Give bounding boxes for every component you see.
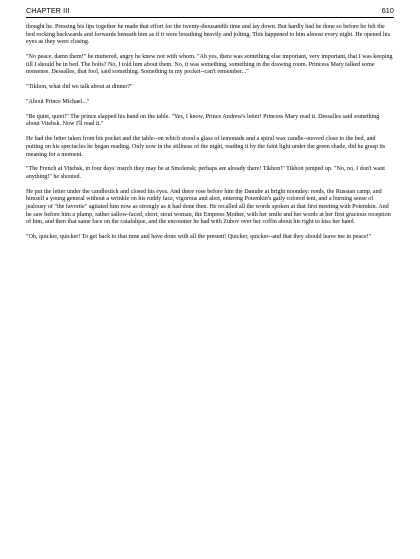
body-text <box>26 24 394 242</box>
paragraph: "Oh, quicker, quicker! To get back to that time and have done with all the present! Quicker, quicker--and that they should leave me in peace!" <box>26 234 372 241</box>
document-page <box>26 6 394 249</box>
header-rule <box>26 17 394 18</box>
paragraph: "Be quiet, quiet!" The prince slapped his hand on the table. "Yes, I know, Prince Andrew's letter! Princess Mary read it. Dessalles said something about Vitebsk. Now I'll read it." <box>26 113 380 128</box>
chapter-title: CHAPTER III <box>26 6 70 15</box>
paragraph: "The French at Vitebsk, in four days' march they may be at Smolensk; perhaps are already there! Tikhon!" Tikhon jumped up. "No, no, I don't want anything!" he shouted. <box>26 166 385 180</box>
paragraph: "About Prince Michael..." <box>26 99 90 105</box>
page-number: 610 <box>381 6 394 15</box>
paragraph: "No peace, damn them!" he muttered, angry he knew not with whom. "Ah yes, there was something else important, very important, that I was keeping till I should be in bed. The bolts? No, I told him about them. No, it was something, something in the drawing room. Princess Mary talked some nonsense. Dessalles, that fool, said something. Something in my pocket--can't remember..." <box>26 54 393 76</box>
paragraph: He put the letter under the candlestick and closed his eyes. And there rose before him the Danube at bright noonday: reeds, the Russian camp, and himself a young general without a wrinkle on his ruddy face, vigorous and alert, entering Potemkin's gaily colored tent, and a burning sense of jealousy of "the favorite" agitated him now as strongly as it had done then. He recalled all the words spoken at that first meeting with Potemkin. And he saw before him a plump, rather sallow-faced, short, stout woman, the Empress Mother, with her smile and her words at her first gracious reception of him, and then that same face on the catafalque, and the encounter he had with Zubov over her coffin about his right to kiss her hand. <box>26 188 391 226</box>
page-header <box>26 6 394 15</box>
paragraph: thought he. Pressing his lips together he made that effort for the twenty-thousandth time and lay down. But hardly had he done so before he felt the bed rocking backwards and forwards beneath him as if it were breathing heavily and jolting. This happened to him almost every night. He opened his eyes as they were closing. <box>26 24 391 46</box>
paragraph: "Tikhon, what did we talk about at dinner?" <box>26 84 133 91</box>
paragraph: He had the letter taken from his pocket and the table--on which stood a glass of lemonade and a spiral wax candle--moved close to the bed, and putting on his spectacles he began reading. Only now in the stillness of the night, reading it by the faint light under the green shade, did he grasp its meaning for a moment. <box>26 136 386 158</box>
